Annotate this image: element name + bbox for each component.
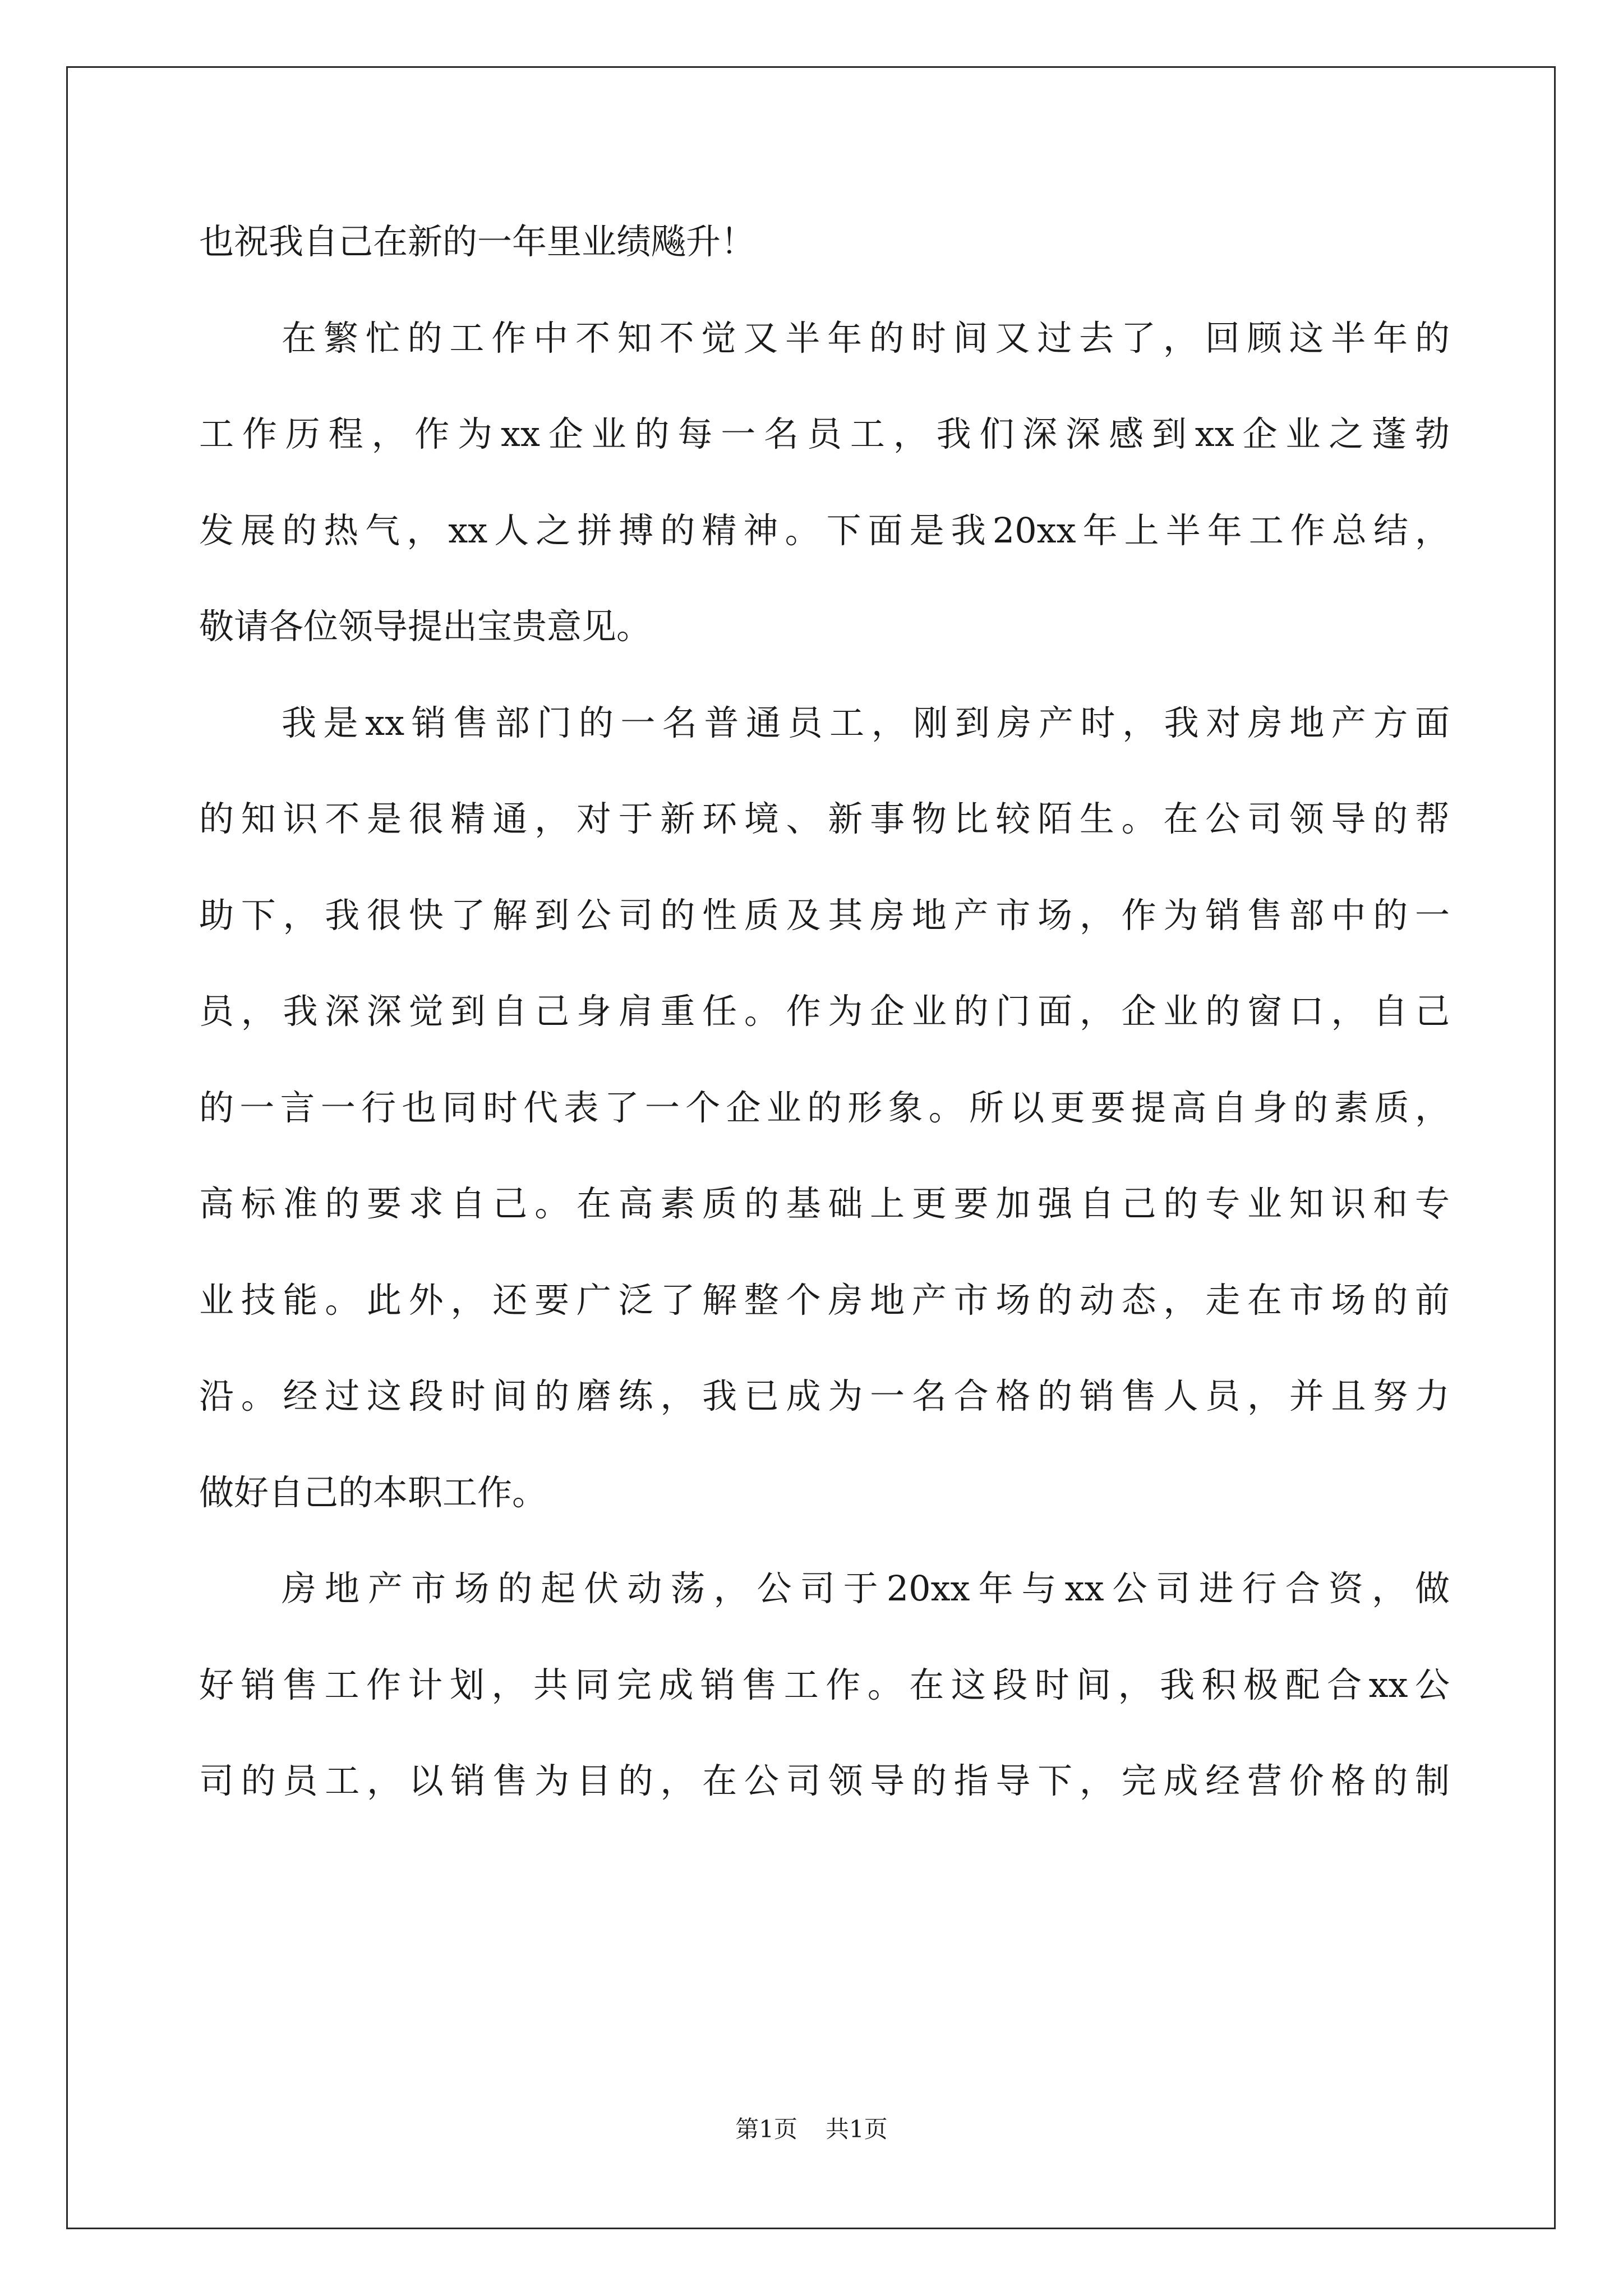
text-line: 的一言一行也同时代表了一个企业的形象。所以更要提高自身的素质， bbox=[199, 1087, 1450, 1128]
text-line: 房地产市场的起伏动荡，公司于20xx年与xx公司进行合资，做 bbox=[282, 1568, 1450, 1609]
text-line: 员，我深深觉到自己身肩重任。作为企业的门面，企业的窗口，自己 bbox=[199, 991, 1450, 1032]
total-pages: 共1页 bbox=[826, 2115, 888, 2143]
text-line: 工作历程，作为xx企业的每一名员工，我们深深感到xx企业之蓬勃 bbox=[199, 413, 1450, 454]
text-line: 发展的热气，xx人之拼搏的精神。下面是我20xx年上半年工作总结， bbox=[199, 509, 1450, 551]
text-line: 在繁忙的工作中不知不觉又半年的时间又过去了，回顾这半年的 bbox=[282, 317, 1450, 358]
text-line: 业技能。此外，还要广泛了解整个房地产市场的动态，走在市场的前 bbox=[199, 1279, 1450, 1320]
page-number: 第1页 bbox=[735, 2115, 797, 2143]
page-footer bbox=[0, 2115, 1623, 2143]
page-border bbox=[66, 66, 1556, 2229]
text-line: 我是xx销售部门的一名普通员工，刚到房产时，我对房地产方面 bbox=[282, 702, 1450, 743]
text-line: 好销售工作计划，共同完成销售工作。在这段时间，我积极配合xx公 bbox=[199, 1664, 1450, 1705]
text-line: 也祝我自己在新的一年里业绩飚升！ bbox=[199, 221, 756, 262]
text-line: 高标准的要求自己。在高素质的基础上更要加强自己的专业知识和专 bbox=[199, 1183, 1450, 1224]
text-line: 做好自己的本职工作。 bbox=[199, 1471, 547, 1513]
text-line: 的知识不是很精通，对于新环境、新事物比较陌生。在公司领导的帮 bbox=[199, 798, 1450, 839]
text-line: 助下，我很快了解到公司的性质及其房地产市场，作为销售部中的一 bbox=[199, 894, 1450, 936]
text-line: 沿。经过这段时间的磨练，我已成为一名合格的销售人员，并且努力 bbox=[199, 1375, 1450, 1416]
text-line: 敬请各位领导提出宝贵意见。 bbox=[199, 606, 652, 647]
text-line: 司的员工，以销售为目的，在公司领导的指导下，完成经营价格的制 bbox=[199, 1760, 1450, 1801]
